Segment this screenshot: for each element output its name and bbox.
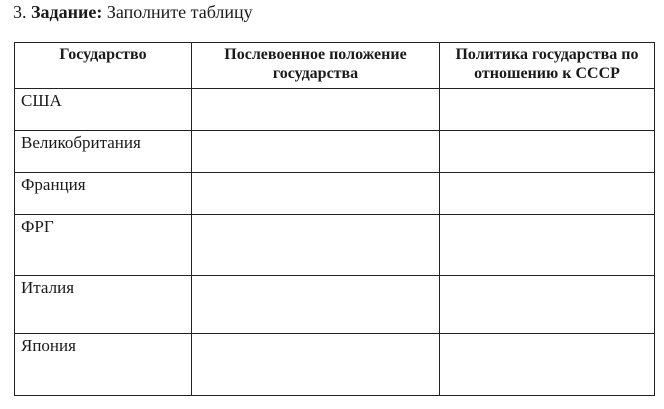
policy-cell[interactable] (440, 89, 655, 131)
table-row (15, 173, 655, 215)
task-text: Заполните таблицу (106, 2, 253, 22)
header-postwar-position: Послевоенное положение государства (192, 43, 440, 89)
policy-cell[interactable] (440, 131, 655, 173)
position-cell[interactable] (192, 276, 440, 334)
task-label: Задание: (31, 2, 103, 22)
country-cell: Великобритания (15, 131, 192, 173)
country-cell: Италия (15, 276, 192, 334)
task-heading (13, 1, 253, 23)
policy-cell[interactable] (440, 276, 655, 334)
policy-cell[interactable] (440, 173, 655, 215)
country-cell: Франция (15, 173, 192, 215)
table-header-row (15, 43, 655, 89)
fill-in-table (14, 42, 655, 396)
table-row (15, 215, 655, 276)
position-cell[interactable] (192, 334, 440, 396)
policy-cell[interactable] (440, 215, 655, 276)
table-row (15, 276, 655, 334)
country-cell: ФРГ (15, 215, 192, 276)
task-number: 3. (13, 2, 27, 22)
country-cell: Япония (15, 334, 192, 396)
policy-cell[interactable] (440, 334, 655, 396)
table-row (15, 89, 655, 131)
country-cell: США (15, 89, 192, 131)
position-cell[interactable] (192, 215, 440, 276)
table-row (15, 334, 655, 396)
header-policy-toward-ussr: Политика государства по отношению к СССР (440, 43, 655, 89)
table-row (15, 131, 655, 173)
header-country: Государство (15, 43, 192, 89)
position-cell[interactable] (192, 131, 440, 173)
position-cell[interactable] (192, 89, 440, 131)
position-cell[interactable] (192, 173, 440, 215)
